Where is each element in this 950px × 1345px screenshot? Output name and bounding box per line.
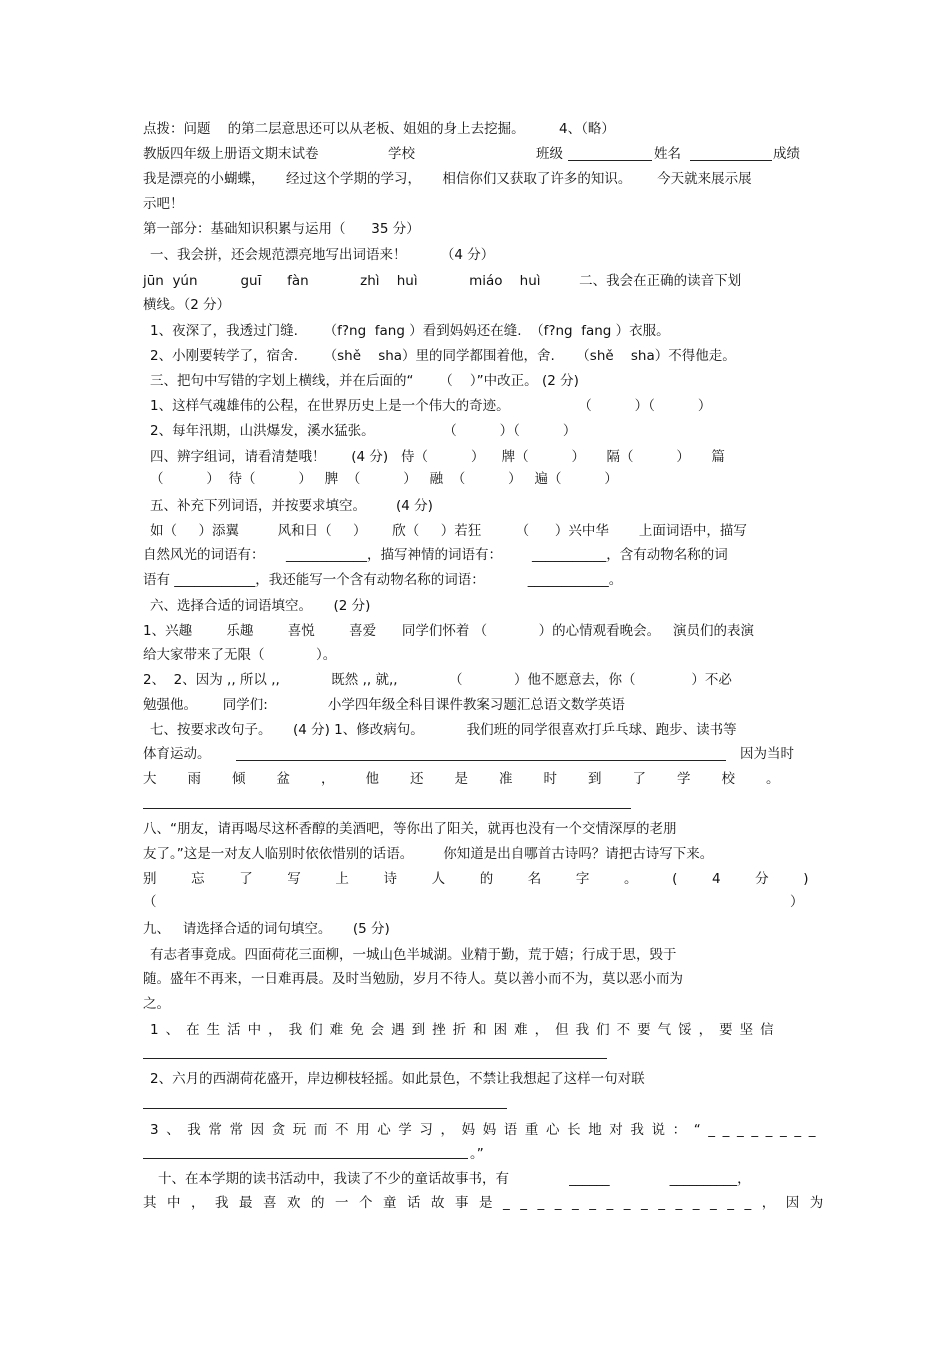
pinyin-line: jūn yún guī fàn zhì huì miáo huì 二、我会在正确的读音下划	[143, 273, 742, 289]
school-label: 学校	[388, 146, 415, 162]
section-5-line-3: 语有 ____________，我还能写一个含有动物名称的词语： ____________。	[143, 572, 623, 588]
question-3-1: 1、这样气魂雄伟的公程，在世界历史上是一个伟大的奇迹。 （ ）（ ）	[150, 398, 712, 414]
intro-line-2: 示吧！	[143, 196, 184, 212]
section-10-line-2: 其中，我最喜欢的一个童话故事是_______________，因为	[143, 1195, 834, 1211]
paren-close: ）	[790, 894, 804, 910]
question-2-1: 1、夜深了，我透过门缝. （f?ng fang ）看到妈妈还在缝. （f?ng fang ）衣服。	[150, 323, 670, 339]
section-1-heading: 一、我会拼，还会规范漂亮地写出词语来！ （4 分）	[150, 247, 495, 263]
section-5-line-2: 自然风光的词语有： ____________，描写神情的词语有： ___________，含有动物名称的词	[143, 547, 728, 563]
spaced-sentence: 大雨倾盆，他还是准时到了学校。	[143, 771, 811, 787]
score-label: 成绩	[773, 146, 800, 162]
section-2-cont: 横线。（2 分）	[143, 297, 231, 313]
answer-line-9-3[interactable]	[143, 1158, 468, 1159]
question-6-2: 2、 2、因为 ,, 所以 ,, 既然 ,, 就,, （ ）他不愿意去，你（ ）不必	[143, 672, 732, 688]
section-5-idioms: 如（ ）添翼 风和日（ ） 欣（ ）若狂 （ ）兴中华 上面词语中，描写	[150, 523, 747, 539]
section-5-heading: 五、补充下列词语，并按要求填空。 (4 分)	[150, 498, 433, 514]
section-8-heading: 八、“朋友，请再喝尽这杯香醇的美酒吧，等你出了阳关，就再也没有一个交情深厚的老朋	[143, 821, 677, 837]
section-4-heading: 四、辨字组词，请看清楚哦！ (4 分) 侍（ ） 牌（ ） 隔（ ） 篇	[150, 449, 725, 465]
section-8-line-2: 友了。”这是一对友人临别时依依惜别的话语。 你知道是出自哪首古诗吗？请把古诗写下来。	[143, 846, 714, 862]
question-9-3-close: 。”	[470, 1146, 484, 1162]
answer-line-7-1[interactable]	[236, 760, 726, 761]
section-4-row-2: （ ） 待（ ） 脾 （ ） 融 （ ） 遍（ ）	[150, 471, 618, 487]
question-2-2: 2、小刚要转学了，宿舍. （shě sha）里的同学都围着他，舍. （shě sha）不得他走。	[150, 348, 736, 364]
section-7-heading: 七、按要求改句子。 (4 分) 1、修改病句。 我们班的同学很喜欢打乒乓球、跑步、读书等	[150, 722, 737, 738]
question-6-2-cont: 勉强他。 同学们: 小学四年级全科目课件教案习题汇总语文数学英语	[143, 697, 625, 713]
section-7-line-2: 体育运动。	[143, 746, 211, 762]
answer-line-9-1[interactable]	[143, 1058, 607, 1059]
question-3-2: 2、每年汛期，山洪爆发，溪水猛张。 （ ）（ ）	[150, 423, 577, 439]
section-9-heading: 九、 请选择合适的词句填空。 (5 分)	[143, 921, 390, 937]
answer-line-9-2[interactable]	[143, 1108, 507, 1109]
section-8-line-3: 别忘了写上诗人的名字。(4分)	[143, 871, 844, 887]
question-6-1: 1、兴趣 乐趣 喜悦 喜爱 同学们怀着 （ ）的心情观看晚会。 演员们的表演	[143, 623, 754, 639]
name-blank[interactable]	[690, 146, 772, 161]
hint-line: 点拨：问题 的第二层意思还可以从老板、姐姐的身上去挖掘。 4、（略）	[143, 121, 615, 137]
section-3-heading: 三、把句中写错的字划上横线，并在后面的“ （ ）”中改正。 (2 分)	[150, 373, 579, 389]
exam-title: 教版四年级上册语文期末试卷	[143, 146, 319, 162]
section-6-heading: 六、选择合适的词语填空。 (2 分)	[150, 598, 371, 614]
paren-open: （	[143, 894, 157, 910]
part-one-heading: 第一部分：基础知识积累与运用（ 35 分）	[143, 221, 420, 237]
section-9-options-2: 随。盛年不再来，一日难再晨。及时当勉励，岁月不待人。莫以善小而不为，莫以恶小而为	[143, 971, 683, 987]
section-9-options-3: 之。	[143, 996, 170, 1012]
question-9-1: 1、在生活中，我们难免会遇到挫折和困难，但我们不要气馁，要坚信	[150, 1022, 781, 1038]
answer-line-7-2[interactable]	[143, 808, 631, 809]
name-label: 姓名	[654, 146, 681, 162]
section-9-options-1: 有志者事竟成。四面荷花三面柳，一城山色半城湖。业精于勤，荒于嬉；行成于思，毁于	[150, 947, 677, 963]
section-7-q2-sentence	[143, 770, 811, 788]
class-label: 班级	[536, 146, 563, 162]
question-9-3: 3、我常常因贪玩而不用心学习，妈妈语重心长地对我说：“________	[150, 1122, 824, 1138]
intro-line-1: 我是漂亮的小蝴蝶， 经过这个学期的学习， 相信你们又获取了许多的知识。 今天就来展示展	[143, 171, 752, 187]
section-10-heading: 十、在本学期的读书活动中，我读了不少的童话故事书，有 ______ __________，	[158, 1171, 751, 1187]
section-7-q2-start: 因为当时	[740, 746, 794, 762]
question-6-1-cont: 给大家带来了无限（ ）。	[143, 647, 337, 663]
class-blank[interactable]	[568, 146, 652, 161]
question-9-2: 2、六月的西湖荷花盛开，岸边柳枝轻摇。如此景色，不禁让我想起了这样一句对联	[150, 1071, 645, 1087]
